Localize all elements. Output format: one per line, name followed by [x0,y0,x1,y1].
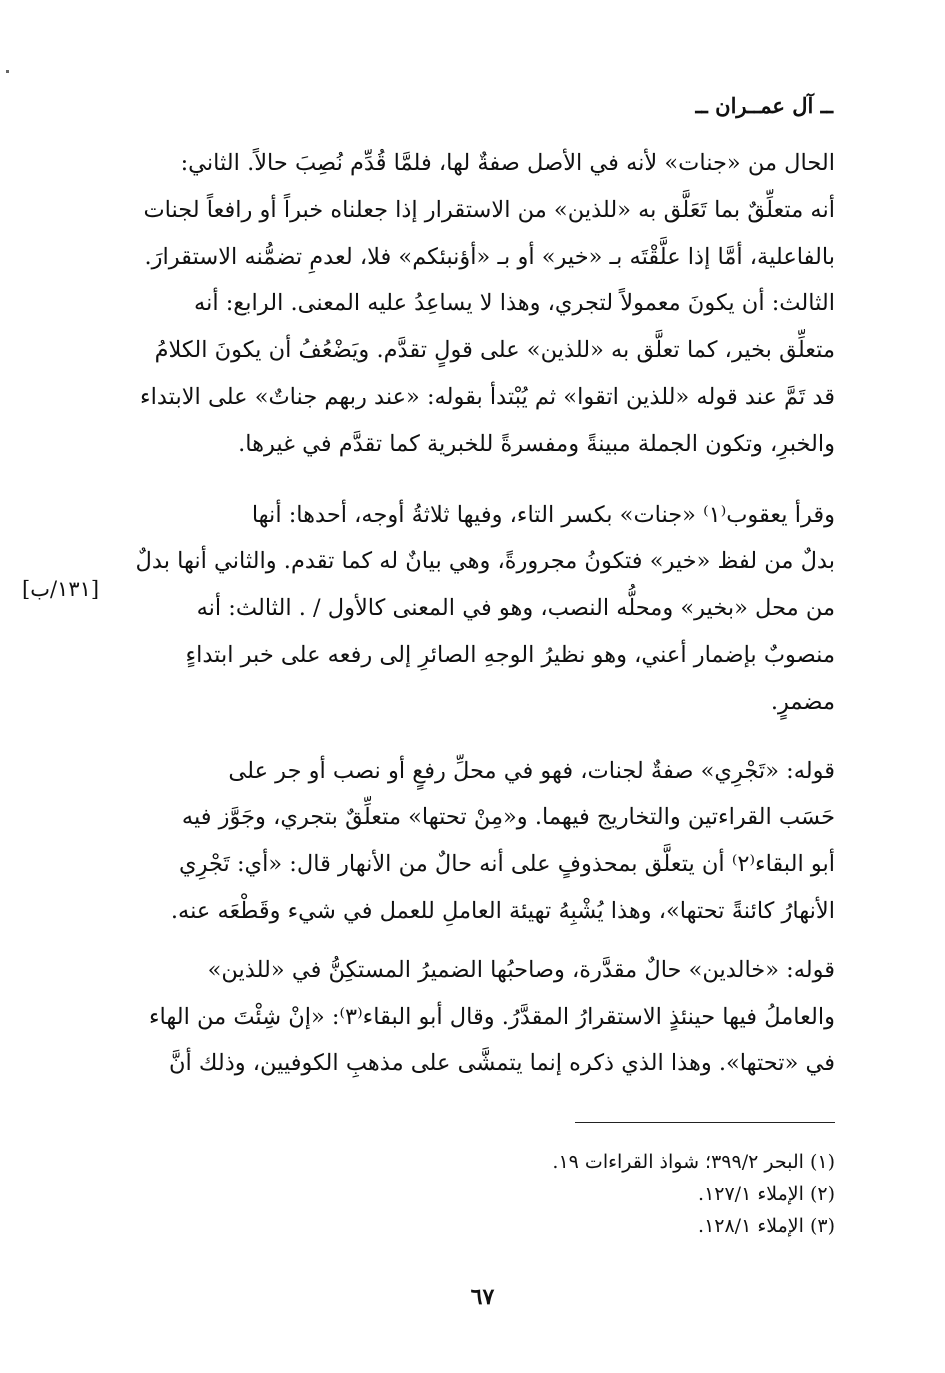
paragraph-3 [105,748,835,935]
running-head: ــ آل عمــران ــ [695,93,833,118]
main-text [105,140,835,1087]
text-line: متعلِّق بخير، كما تعلَّق به «للذين» على قولٍ تقدَّم. ويَضْعُفُ أن يكونَ الكلامُ [154,337,835,364]
text-line: والخبرِ، وتكون الجملة مبينةً ومفسرةً للخبرية كما تقدَّم في غيرها. [238,430,835,457]
text-line: والعاملُ فيها حينئذٍ الاستقرارُ المقدَّرُ. وقال أبو البقاء⁽٣⁾: «إنْ شِئْتَ من الهاء [148,1003,835,1030]
margin-folio-note: [١٣١/ب] [22,577,100,601]
page-number: ٦٧ [470,1284,495,1310]
text-line: أبو البقاء⁽٢⁾ أن يتعلَّق بمحذوفٍ على أنه حالٌ من الأنهار قال: «أي: تَجْرِي [178,851,835,878]
text-line: قوله: «تَجْرِي» صفةٌ لجنات، فهو في محلِّ رفعٍ أو نصب أو جر على [228,757,835,784]
text-line: وقرأ يعقوب⁽١⁾ «جنات» بكسر التاء، وفيها ثلاثةُ أوجه، أحدها: أنها [251,501,835,528]
text-line: قوله: «خالدين» حالٌ مقدَّرة، وصاحبُها الضميرُ المستكِنُّ في «للذين» [207,956,835,983]
paragraph-1 [105,140,835,468]
text-line: الأنهارُ كائنةً تحتها»، وهذا يُشْبِهُ تهيئة العاملِ للعمل في شيء وقَطْعَه عنه. [170,897,835,924]
footnote-1: (١) البحر ٣٩٩/٢؛ شواذ القراءات ١٩. [552,1151,835,1173]
scan-speck [6,70,9,73]
text-line: في «تحتها». وهذا الذي ذكره إنما يتمشَّى على مذهبِ الكوفيين، وذلك أنَّ [169,1050,835,1077]
text-line: من محل «بخير» ومحلُّه النصب، وهو في المعنى كالأول / . الثالث: أنه [196,595,835,622]
text-line: بالفاعلية، أمَّا إذا علَّقْتَه بـ «خير» أو بـ «أؤنبئكم» فلا، لعدمِ تضمُّنه الاستقرارَ. [144,243,835,270]
text-line: منصوبٌ بإضمار أعني، وهو نظيرُ الوجهِ الصائرِ إلى رفعه على خبر ابتداءٍ [185,641,835,668]
text-line: قد تَمَّ عند قوله «للذين اتقوا» ثم يُبْتدأ بقوله: «عند ربهم جناتٌ» على الابتداء [140,383,835,410]
footnotes [135,1146,835,1242]
text-line: مضمرٍ. [770,688,835,715]
paragraph-2 [105,492,835,726]
text-line: الثالث: أن يكونَ معمولاً لتجري، وهذا لا يساعِدُ عليه المعنى. الرابع: أنه [194,290,835,317]
text-line: حَسَب القراءتين والتخاريج فيهما. و«مِنْ تحتها» متعلِّقٌ بتجري، وجَوَّز فيه [181,804,835,831]
footnote-3: (٣) الإملاء ١٢٨/١. [698,1215,835,1237]
text-line: الحال من «جنات» لأنه في الأصل صفةٌ لها، فلمَّا قُدِّم نُصِبَ حالاً. الثاني: [180,150,835,176]
text-line: أنه متعلِّقٌ بما تَعَلَّق به «للذين» من الاستقرار إذا جعلناه خبراً أو رافعاً لجنات [143,196,835,223]
footnote-2: (٢) الإملاء ١٢٧/١. [698,1183,835,1205]
paragraph-4 [105,947,835,1087]
text-line: بدلٌ من لفظ «خير» فتكونُ مجرورةً، وهي بيانٌ له كما تقدم. والثاني أنها بدلٌ [135,548,835,575]
footnote-separator [575,1122,835,1123]
